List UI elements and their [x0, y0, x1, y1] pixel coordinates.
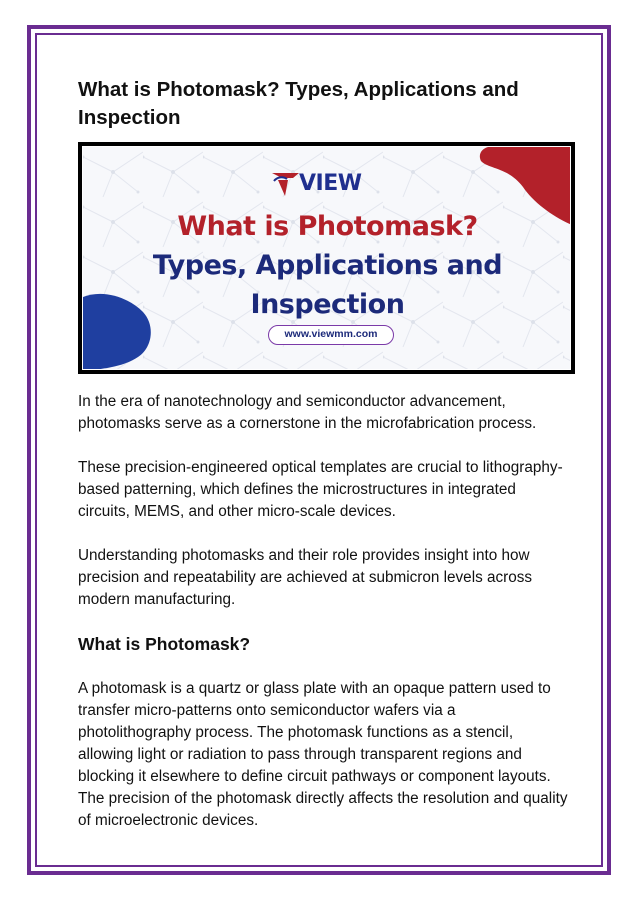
hero-banner-inner	[82, 146, 571, 370]
page-title: What is Photomask? Types, Applications and Inspection	[78, 78, 519, 129]
view-logo-text: VIEW	[299, 170, 362, 196]
section-heading: What is Photomask?	[78, 634, 251, 654]
hero-headline	[83, 207, 571, 324]
hero-website-pill: www.viewmm.com	[268, 325, 394, 345]
third-paragraph: Understanding photomasks and their role provides insight into how precision and repeatability are achieved at submicron levels across modern manufacturing.	[78, 547, 533, 608]
view-logo	[269, 167, 362, 199]
hero-headline-line-3: Inspection	[250, 289, 405, 320]
second-paragraph: These precision-engineered optical templates are crucial to lithography-based patterning, which defines the microstructures in integrated circuits, MEMS, and other micro-scale devices.	[78, 459, 563, 520]
view-logo-mark-icon	[269, 167, 303, 199]
hero-headline-line-1: What is Photomask?	[177, 211, 478, 242]
section-body-paragraph: A photomask is a quartz or glass plate with an opaque pattern used to transfer micro-patterns onto semiconductor wafers via a photolithography process. The photomask functions as a stencil, allowing light or radiation to pass through transparent regions and blocking it elsewhere to define circuit pathways or component layouts. The precision of the photomask directly affects the resolution and quality of microelectronic devices.	[78, 680, 568, 829]
document-body	[78, 76, 568, 832]
hero-headline-line-2: Types, Applications and	[152, 250, 503, 281]
intro-paragraph: In the era of nanotechnology and semiconductor advancement, photomasks serve as a cornerstone in the microfabrication process.	[78, 393, 537, 432]
hero-banner-image	[78, 142, 575, 374]
